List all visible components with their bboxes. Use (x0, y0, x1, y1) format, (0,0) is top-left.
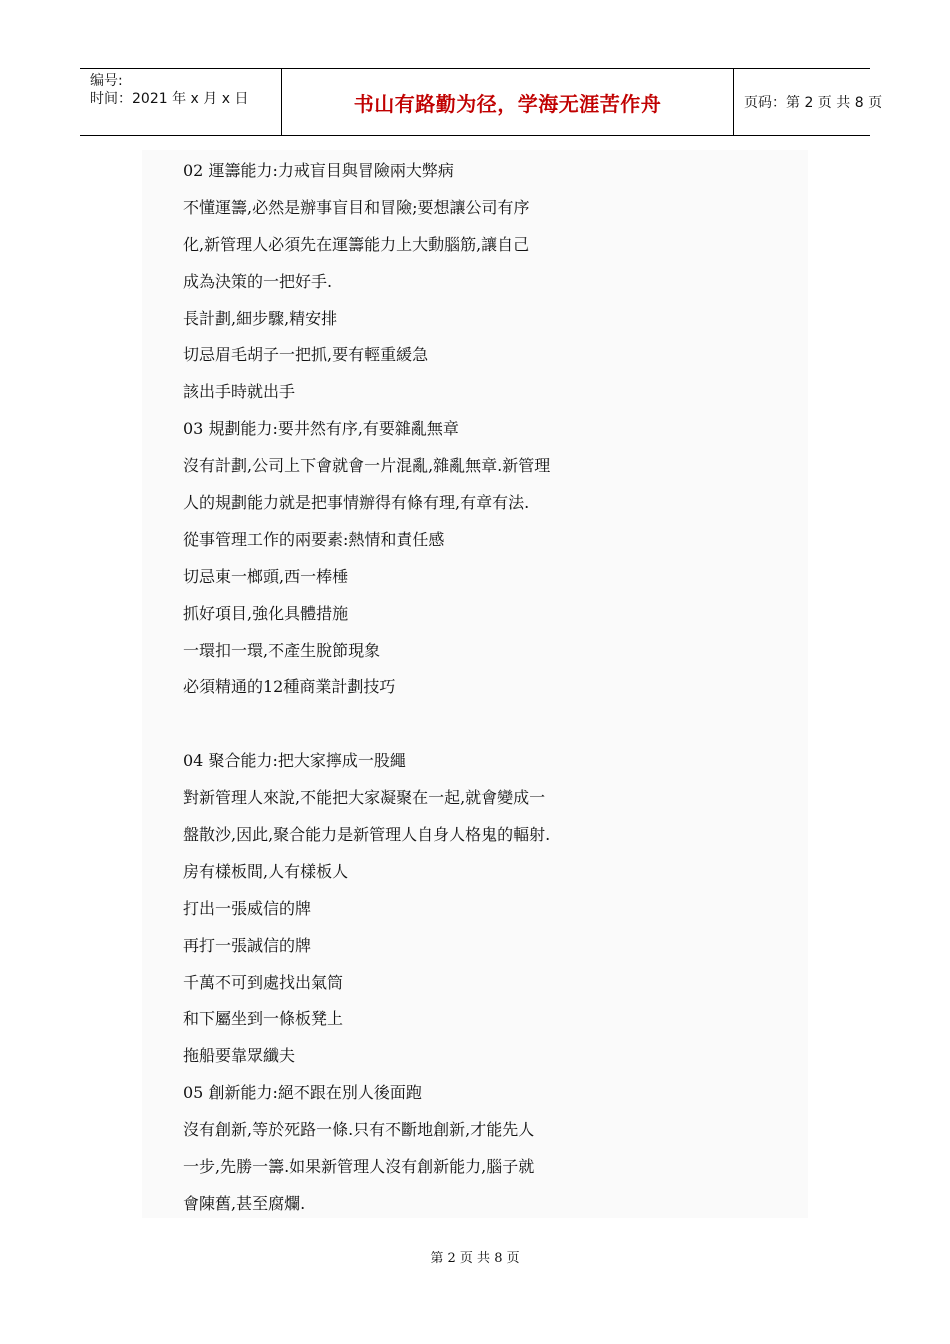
text-line: 房有樣板間,人有樣板人 (183, 861, 349, 881)
page-indicator: 页码：第 2 页 共 8 页 (744, 95, 883, 111)
text-line: 盤散沙,因此,聚合能力是新管理人自身人格鬼的輻射. (183, 825, 551, 845)
text-line: 成為決策的一把好手. (183, 271, 333, 291)
text-line: 抓好項目,強化具體措施 (183, 603, 349, 623)
text-line: 必須精通的12種商業計劃技巧 (183, 677, 396, 697)
motto-text: 书山有路勤为径，学海无涯苦作舟 (353, 91, 662, 116)
text-line: 會陳舊,甚至腐爛. (183, 1193, 306, 1213)
text-line: 拖船要靠眾纖夫 (183, 1046, 296, 1066)
text-line: 該出手時就出手 (183, 382, 296, 402)
blank-line (183, 706, 783, 743)
text-line: 沒有計劃,公司上下會就會一片混亂,雜亂無章.新管理 (183, 456, 551, 476)
text-line: 千萬不可到處找出氣筒 (183, 972, 344, 992)
date-label: 时间：2021 年 x 月 x 日 (90, 91, 249, 107)
text-line: 不懂運籌,必然是辦事盲目和冒險;要想讓公司有序 (183, 197, 530, 217)
text-line: 04 聚合能力:把大家擰成一股繩 (183, 751, 406, 771)
document-header (80, 68, 883, 136)
header-page-cell (734, 69, 883, 135)
text-line: 人的規劃能力就是把事情辦得有條有理,有章有法. (183, 493, 530, 513)
header-motto-cell (282, 69, 734, 135)
text-line: 化,新管理人必須先在運籌能力上大動腦筋,讓自己 (183, 234, 530, 254)
text-line: 再打一張誠信的牌 (183, 935, 312, 955)
text-line: 切忌東一榔頭,西一棒棰 (183, 566, 349, 586)
text-line: 05 創新能力:絕不跟在別人後面跑 (183, 1083, 422, 1103)
text-line: 對新管理人來說,不能把大家凝聚在一起,就會變成一 (183, 788, 546, 808)
serial-number-label: 编号: (90, 73, 123, 89)
text-line: 沒有創新,等於死路一條.只有不斷地創新,才能先人 (183, 1120, 535, 1140)
text-line: 切忌眉毛胡子一把抓,要有輕重緩急 (183, 345, 429, 365)
header-meta-cell (80, 69, 282, 135)
text-line: 和下屬坐到一條板凳上 (183, 1009, 344, 1029)
text-line: 從事管理工作的兩要素:熱情和責任感 (183, 529, 445, 549)
document-body (183, 153, 783, 1223)
text-line: 02 運籌能力:力戒盲目與冒險兩大弊病 (183, 161, 454, 180)
text-line: 長計劃,細步驟,精安排 (183, 308, 338, 328)
text-line: 一步,先勝一籌.如果新管理人沒有創新能力,腦子就 (183, 1157, 535, 1177)
text-line: 一環扣一環,不產生脫節現象 (183, 640, 381, 660)
text-line: 03 規劃能力:要井然有序,有要雜亂無章 (183, 419, 459, 439)
page-footer: 第 2 页 共 8 页 (430, 1251, 520, 1266)
text-line: 打出一張威信的牌 (183, 898, 312, 918)
